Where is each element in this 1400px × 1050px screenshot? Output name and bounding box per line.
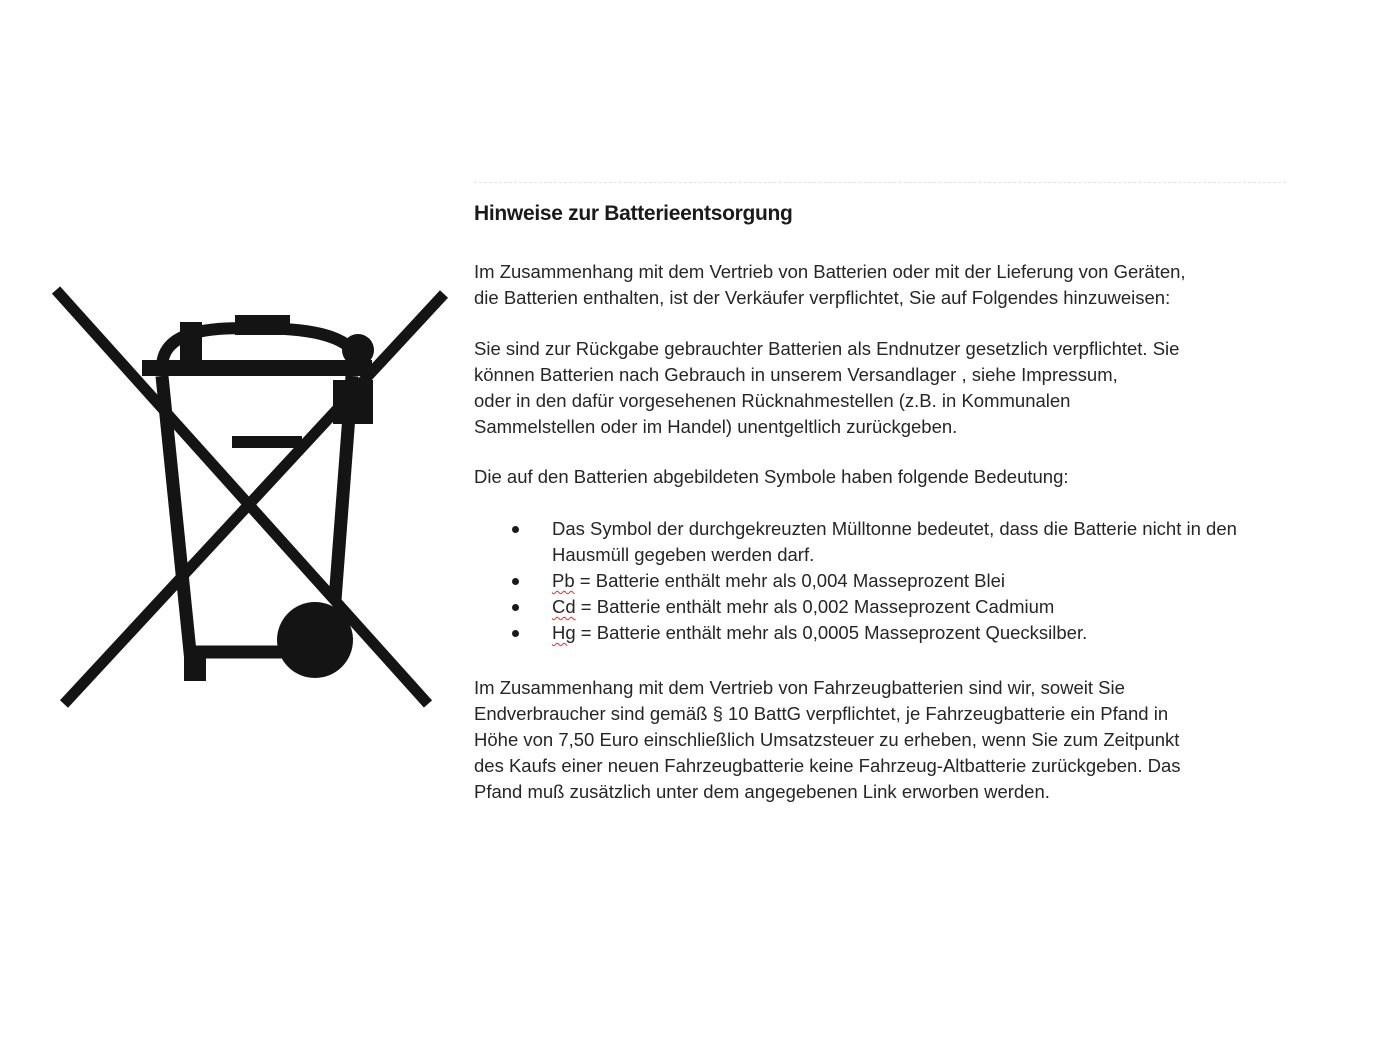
- paragraph-line: oder in den dafür vorgesehenen Rücknahmestellen (z.B. in Kommunalen: [474, 390, 1071, 411]
- list-item-text: = Batterie enthält mehr als 0,004 Masseprozent Blei: [574, 570, 1006, 591]
- paragraph-line: Im Zusammenhang mit dem Vertrieb von Fahrzeugbatterien sind wir, soweit Sie: [474, 677, 1125, 698]
- paragraph-line: Höhe von 7,50 Euro einschließlich Umsatzsteuer zu erheben, wenn Sie zum Zeitpunkt: [474, 729, 1180, 750]
- paragraph-symbols-intro: [474, 464, 1069, 490]
- paragraph-line: Sie sind zur Rückgabe gebrauchter Batterien als Endnutzer gesetzlich verpflichtet. Sie: [474, 338, 1180, 359]
- document-title: Hinweise zur Batterieentsorgung: [474, 202, 793, 225]
- paragraph-line: Pfand muß zusätzlich unter dem angegebenen Link erworben werden.: [474, 781, 1050, 802]
- bullet-dot: [512, 526, 519, 533]
- paragraph-line: Sammelstellen oder im Handel) unentgeltlich zurückgeben.: [474, 416, 958, 437]
- paragraph-line: Die auf den Batterien abgebildeten Symbole haben folgende Bedeutung:: [474, 466, 1069, 487]
- list-item-text: = Batterie enthält mehr als 0,0005 Masseprozent Quecksilber.: [575, 622, 1088, 643]
- paragraph-return-obligation: [474, 336, 1179, 440]
- paragraph-line: die Batterien enthalten, ist der Verkäufer verpflichtet, Sie auf Folgendes hinzuweisen:: [474, 287, 1171, 308]
- chemical-symbol: Pb: [552, 570, 575, 591]
- list-item: [474, 620, 1237, 646]
- cross-lines: [56, 290, 444, 704]
- chemical-symbol: Hg: [552, 622, 576, 643]
- bullet-dot: [512, 578, 519, 585]
- list-item-line: Das Symbol der durchgekreuzten Mülltonne bedeutet, dass die Batterie nicht in den: [552, 518, 1237, 539]
- crossed-out-bin-icon: [50, 280, 450, 720]
- bullet-dot: [512, 604, 519, 611]
- symbol-meaning-list: [474, 516, 1237, 646]
- list-item-line: Hausmüll gegeben werden darf.: [552, 544, 815, 565]
- list-item: [474, 568, 1237, 594]
- bullet-dot: [512, 630, 519, 637]
- list-item-text: = Batterie enthält mehr als 0,002 Masseprozent Cadmium: [575, 596, 1055, 617]
- list-item: [474, 516, 1237, 568]
- paragraph-intro: [474, 259, 1186, 311]
- paragraph-line: können Batterien nach Gebrauch in unserem Versandlager , siehe Impressum,: [474, 364, 1118, 385]
- paragraph-line: des Kaufs einer neuen Fahrzeugbatterie keine Fahrzeug-Altbatterie zurückgeben. Das: [474, 755, 1181, 776]
- paragraph-vehicle-battery-deposit: [474, 675, 1181, 805]
- paragraph-line: Im Zusammenhang mit dem Vertrieb von Batterien oder mit der Lieferung von Geräten,: [474, 261, 1186, 282]
- top-rule: [474, 182, 1286, 183]
- list-item: [474, 594, 1237, 620]
- chemical-symbol: Cd: [552, 596, 576, 617]
- paragraph-line: Endverbraucher sind gemäß § 10 BattG verpflichtet, je Fahrzeugbatterie ein Pfand in: [474, 703, 1169, 724]
